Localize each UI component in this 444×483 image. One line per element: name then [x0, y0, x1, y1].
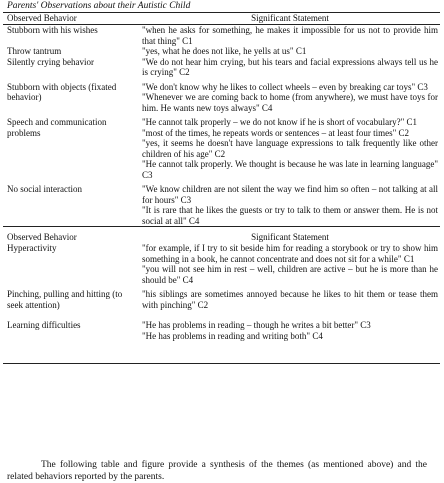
- table-caption: Parents' Observations about their Autistic Child: [7, 1, 191, 11]
- column-header-behavior: Observed Behavior: [3, 227, 138, 244]
- statement-cell: [138, 243, 440, 285]
- table-row: [3, 113, 440, 180]
- body-paragraph: The following table and figure provide a synthesis of the themes (as mentioned above) and the related behaviors reported by the parents.: [7, 459, 427, 482]
- table-row: [3, 180, 440, 227]
- table-row: [3, 285, 440, 310]
- statement-text: "for example, if I try to sit beside him for reading a storybook or try to show him something in a book, he cannot concentrate and does not sit for a while" C1: [142, 243, 438, 264]
- behavior-cell: Stubborn with objects (fixated behavior): [7, 81, 117, 102]
- statement-text: "He cannot talk properly. We thought is because he was late in learning language" C3: [142, 159, 438, 180]
- statement-text: "He has problems in reading and writing both" C4: [142, 330, 323, 341]
- behavior-cell: Speech and communication problems: [7, 117, 107, 138]
- behavior-cell: Throw tantrum: [7, 46, 62, 56]
- table-row: [3, 310, 440, 364]
- statement-text: "We know children are not silent the way we find him so often – not talking at all for hours" C3: [142, 184, 438, 205]
- statement-text: "most of the times, he repeats words or sentences – at least four times" C2: [142, 127, 410, 138]
- column-header-statement: Significant Statement: [138, 13, 440, 25]
- observations-table: [3, 12, 440, 364]
- statement-text: "He cannot talk properly – we do not know if he is short of vocabulary?" C1: [142, 117, 418, 127]
- statement-cell: [138, 25, 440, 47]
- statement-cell: [138, 78, 440, 114]
- statement-cell: [138, 285, 440, 310]
- statement-cell: [138, 46, 440, 57]
- behavior-cell: Pinching, pulling and hitting (to seek attention): [7, 289, 123, 310]
- statement-text: "when he asks for something, he makes it impossible for us not to provide him that thing" C1: [142, 25, 438, 46]
- behavior-cell: No social interaction: [7, 184, 82, 194]
- table-row: [3, 46, 440, 57]
- statement-text: "We don't know why he likes to collect wheels – even by breaking car toys" C3: [142, 81, 428, 92]
- column-header-statement: Significant Statement: [138, 227, 440, 244]
- table-row: [3, 57, 440, 78]
- table-row: [3, 25, 440, 47]
- table-header-row: [3, 13, 440, 25]
- table-header-row: [3, 227, 440, 244]
- statement-text: "He has problems in reading – though he writes a bit better" C3: [142, 320, 371, 330]
- behavior-cell: Stubborn with his wishes: [7, 25, 98, 35]
- table-row: [3, 78, 440, 114]
- column-header-behavior: Observed Behavior: [3, 13, 138, 25]
- statement-text: "you will not see him in rest – well, children are active – but he is more than he should be" C4: [142, 264, 438, 285]
- behavior-cell: Hyperactivity: [7, 243, 57, 253]
- behavior-cell: Learning difficulties: [3, 310, 138, 364]
- table-row: [3, 243, 440, 285]
- statement-text: "his siblings are sometimes annoyed because he likes to hit them or tease them with pinching" C2: [142, 289, 438, 310]
- statement-cell: [138, 57, 440, 78]
- statement-cell: [138, 180, 440, 227]
- statement-text: "yes, it seems he doesn't have language expressions to talk frequently like other children of his age" C2: [142, 138, 438, 159]
- statement-cell: [138, 113, 440, 180]
- statement-cell: [138, 310, 440, 364]
- statement-text: "yes, what he does not like, he yells at us" C1: [142, 46, 307, 56]
- statement-text: "We do not hear him crying, but his tears and facial expressions always tell us he is crying" C2: [142, 56, 438, 77]
- statement-text: "Whenever we are coming back to home (from anywhere), we must have toys for him. He wants new toys always" C4: [142, 92, 438, 113]
- statement-text: "It is rare that he likes the guests or try to talk to them or answer them. He is not social at all" C4: [142, 205, 438, 226]
- behavior-cell: Silently crying behavior: [7, 56, 94, 67]
